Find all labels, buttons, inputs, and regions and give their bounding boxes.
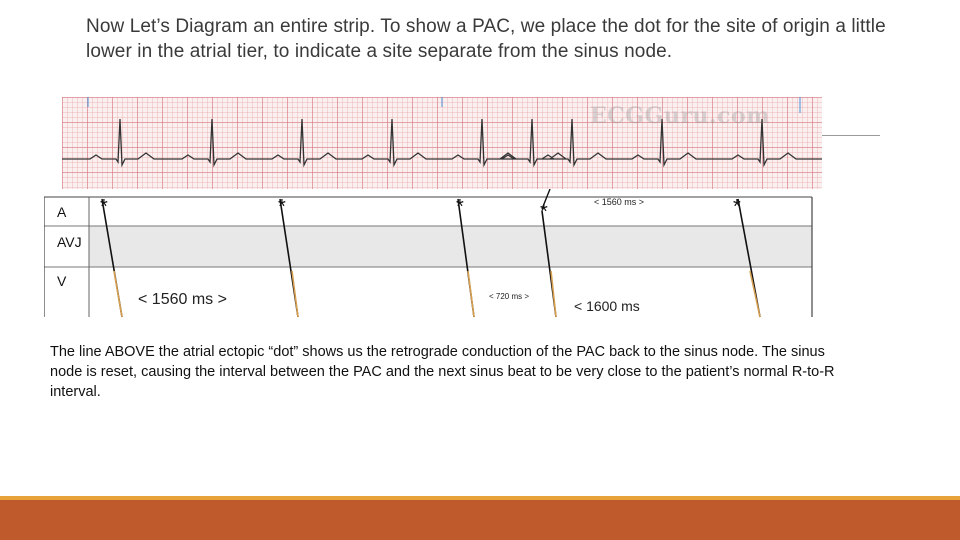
footer-bar bbox=[0, 496, 960, 540]
divider bbox=[822, 135, 880, 136]
slide-title: Now Let’s Diagram an entire strip. To show a PAC, we place the dot for the site of origin a little lower in the atrial tier, to indicate a site separate from the sinus node. bbox=[86, 16, 886, 62]
sinus-beat-marker: * bbox=[456, 196, 464, 218]
sinus-beat-marker: * bbox=[100, 196, 108, 218]
tier-label-avj: AVJ bbox=[57, 234, 82, 250]
interval-label-3: < 1560 ms > bbox=[594, 197, 645, 207]
sinus-beat-marker: * bbox=[733, 196, 741, 218]
tier-label-ventricle: V bbox=[57, 273, 67, 289]
explanation-text: The line ABOVE the atrial ectopic “dot” shows us the retrograde conduction of the PAC back to the sinus node. The sinus node is reset, causing the interval between the PAC and the next sinus beat to be very close to the patient’s normal R-to-R interval. bbox=[50, 344, 835, 400]
interval-label-1: < 1560 ms > bbox=[138, 291, 227, 308]
footer-accent-line bbox=[0, 496, 960, 500]
interval-label-4: < 1600 ms bbox=[574, 298, 640, 314]
sinus-beat-marker: * bbox=[278, 196, 286, 218]
tier-label-atrial: A bbox=[57, 204, 67, 220]
watermark: ECGGuru.com bbox=[590, 103, 770, 129]
avj-tier-band bbox=[89, 226, 812, 267]
pac-beat-marker: * bbox=[540, 201, 548, 223]
interval-label-2: < 720 ms > bbox=[489, 292, 530, 301]
